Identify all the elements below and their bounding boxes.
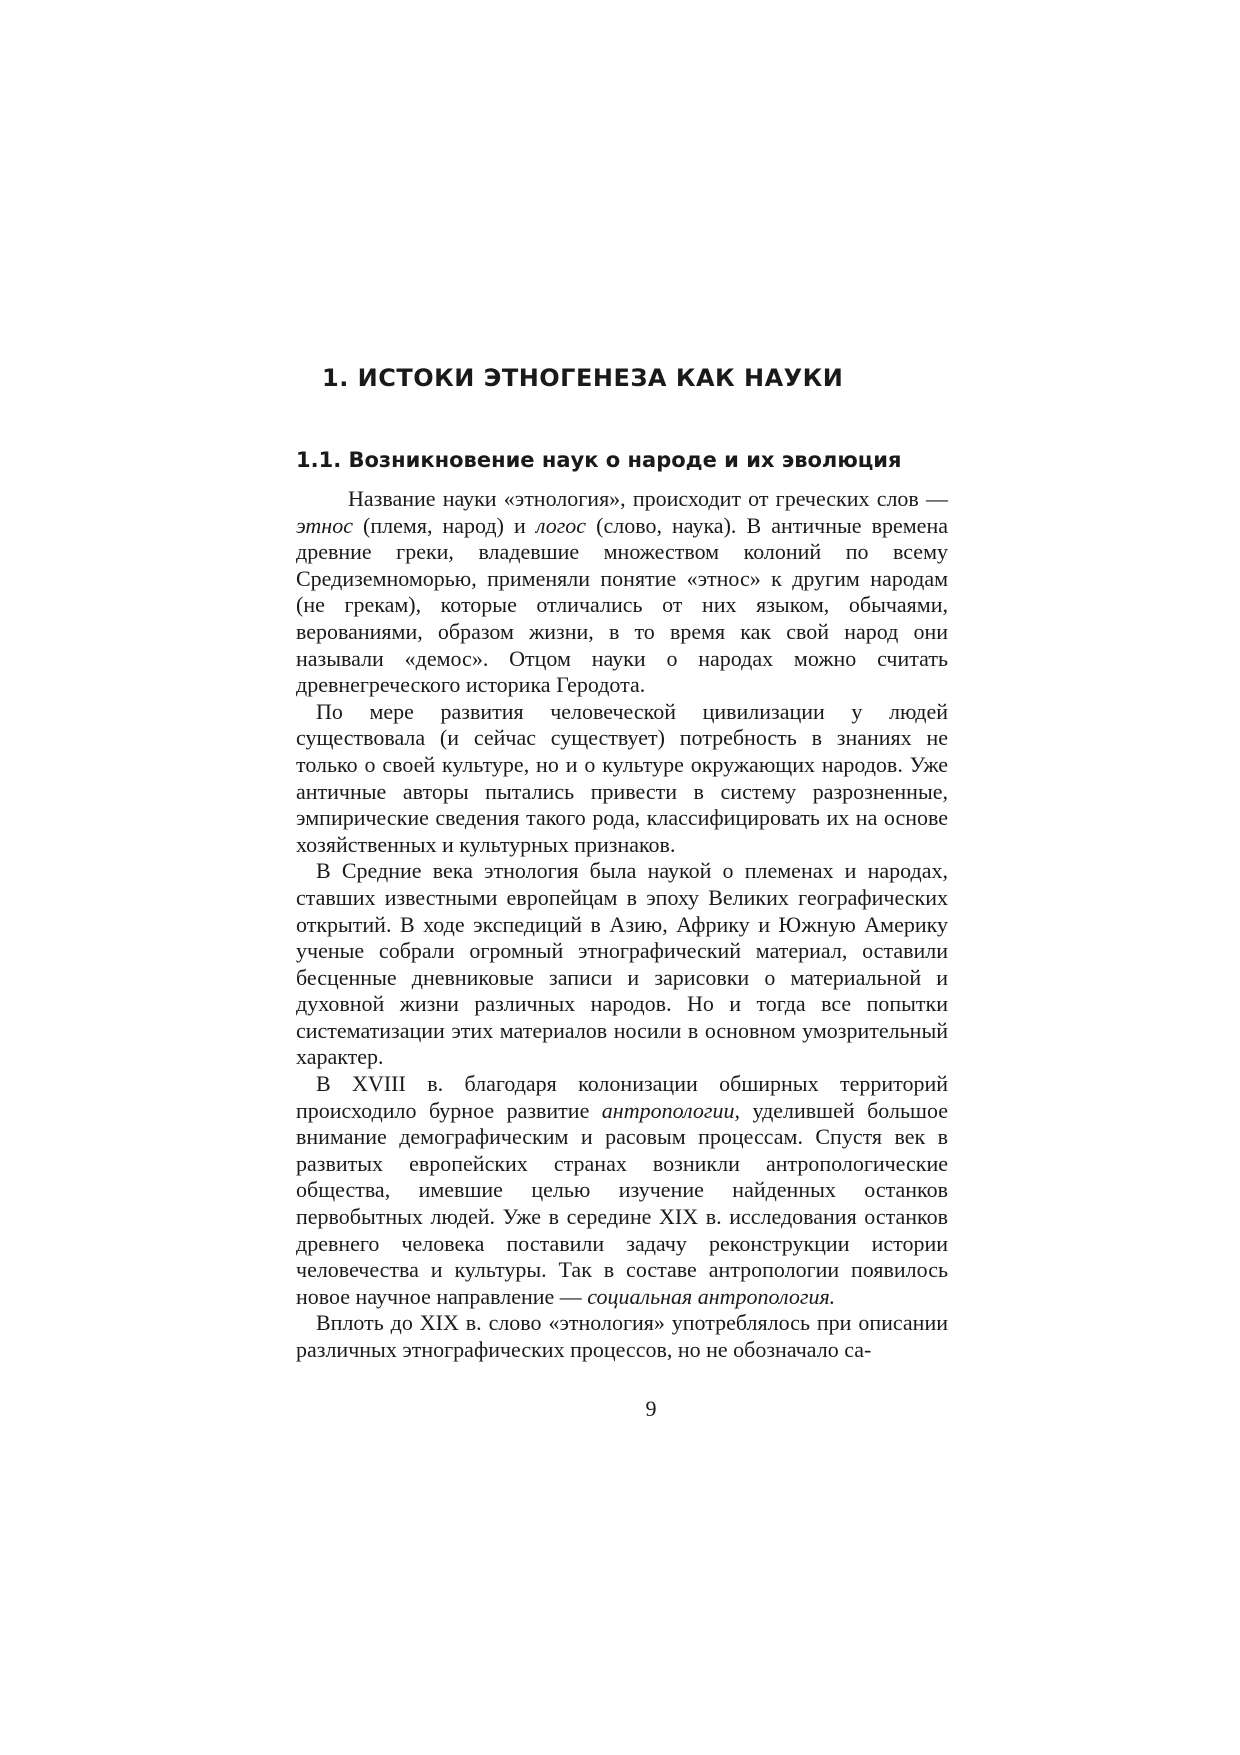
chapter-title: 1. ИСТОКИ ЭТНОГЕНЕЗА КАК НАУКИ (322, 364, 844, 392)
paragraph (296, 486, 948, 699)
paragraph-text: В Средние века этнология была наукой о племенах и народах, ставших известными европейцам в эпоху Великих географических открытий. В ходе экспедиций в Азию, Африку и Южную Америку ученые собрали огромный этнографический материал, оставили бесценные дневниковые записи и зарисовки о материальной и духовной жизни различных народов. Но и тогда все попытки систематизации этих материалов носили в основном умозрительный характер. (296, 858, 948, 1070)
paragraph (296, 1071, 948, 1310)
paragraph-text: Название науки «этнология», происходит от греческих слов — (348, 486, 948, 511)
italic-term: этнос (296, 512, 353, 538)
paragraph (296, 699, 948, 859)
paragraph (296, 858, 948, 1071)
italic-term: социальная антропология. (587, 1283, 836, 1309)
paragraph-text: уделившей большое внимание демографическим и расовым процессам. Спустя век в развитых европейских странах возникли антропологические общества, имевшие целью изучение найденных останков первобытных людей. Уже в середине XIX в. исследования останков древнего человека поставили задачу реконструкции истории человечества и культуры. Так в составе антропологии появилось новое научное направление — (296, 1097, 948, 1309)
body-text (296, 486, 948, 1364)
paragraph-text: (племя, народ) и (352, 512, 536, 538)
italic-term: логос (535, 512, 587, 538)
section-title: 1.1. Возникновение наук о народе и их эволюция (296, 448, 902, 472)
paragraph-text: По мере развития человеческой цивилизации у людей существовала (и сейчас существует) потребность в знаниях не только о своей культуре, но и о культуре окружающих народов. Уже античные авторы пытались привести в систему разрозненные, эмпирические сведения такого рода, классифицировать их на основе хозяйственных и культурных признаков. (296, 698, 948, 857)
paragraph-text: (слово, наука). В античные времена древние греки, владевшие множеством колоний по всему Средиземноморью, применяли понятие «этнос» к другим народам (не грекам), которые отличались от них языком, обычаями, верованиями, образом жизни, в то время как свой народ они называли «демос». Отцом науки о народах можно считать древнегреческого историка Геродота. (296, 512, 948, 698)
page-number: 9 (645, 1396, 657, 1421)
paragraph-text: В XVIII в. благодаря колонизации обширных территорий происходило бурное развитие (296, 1071, 948, 1123)
italic-term: антропологии, (601, 1097, 740, 1123)
paragraph-text: Вплоть до XIX в. слово «этнология» употреблялось при описании различных этнографических процессов, но не обозначало са- (296, 1310, 948, 1362)
paragraph (296, 1310, 948, 1363)
